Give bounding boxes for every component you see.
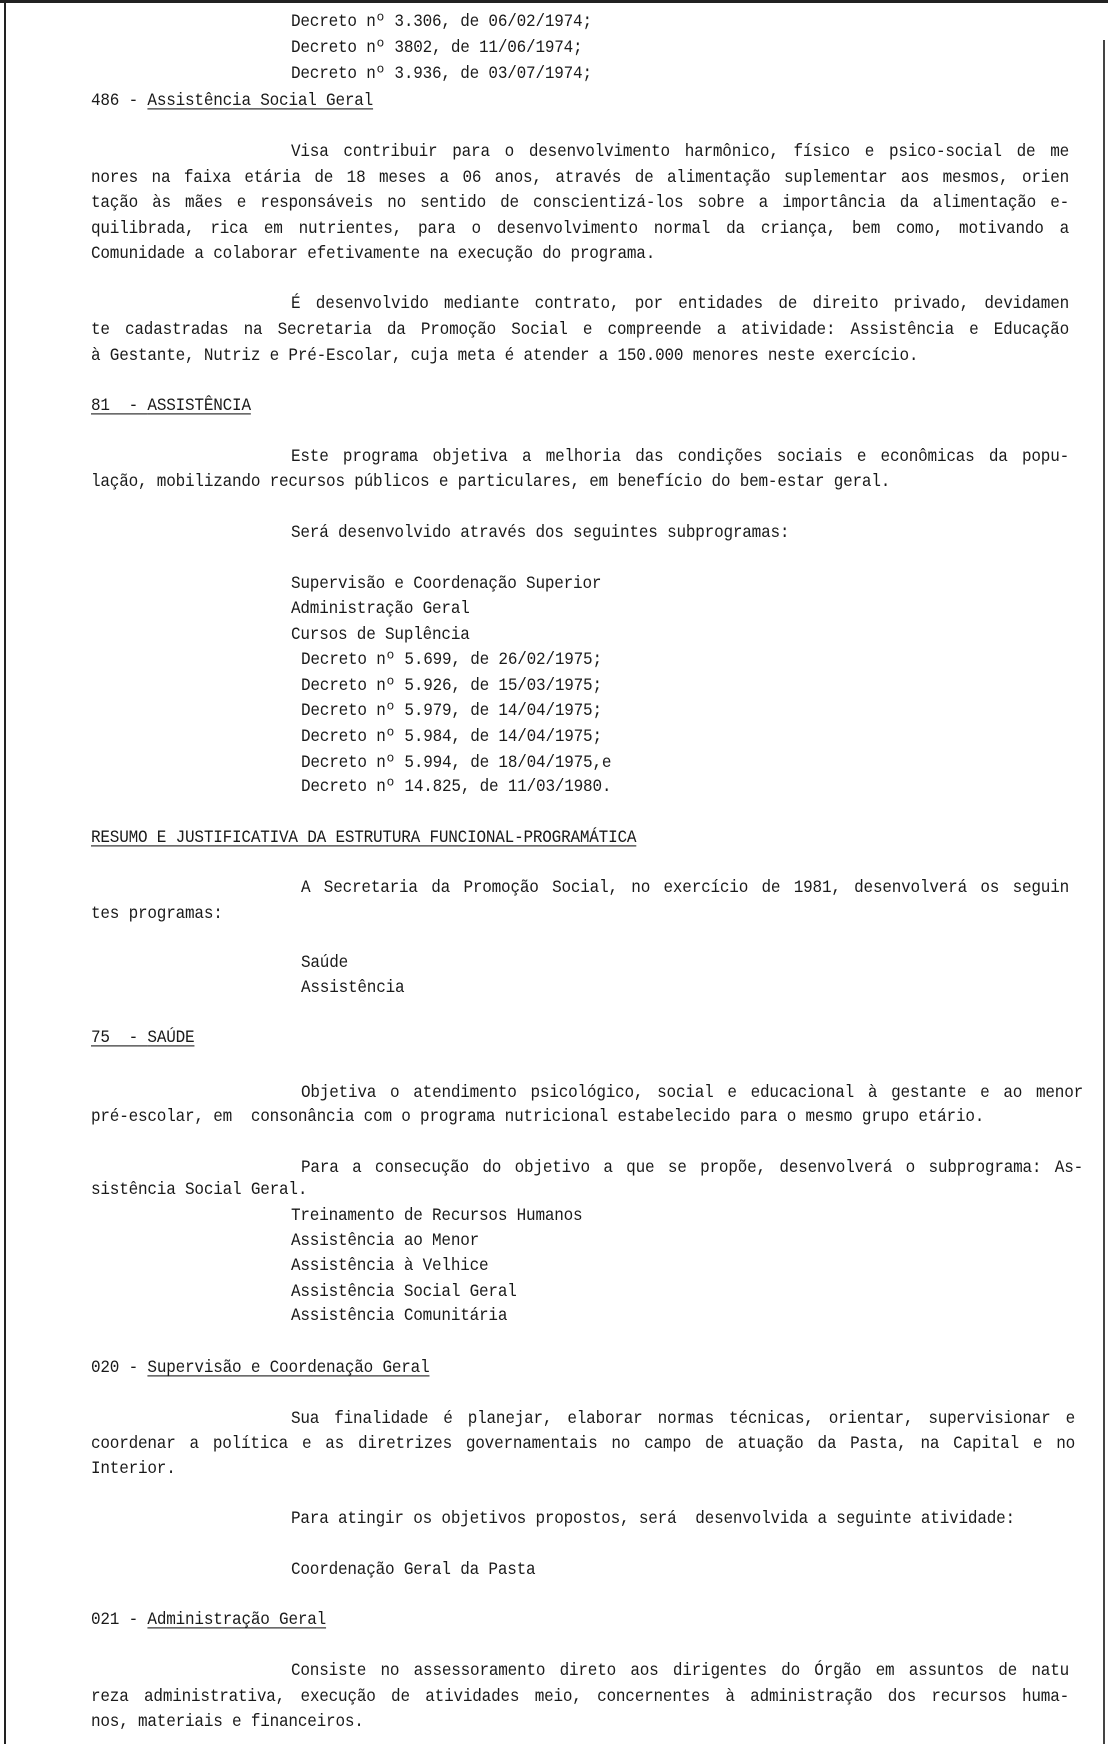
paragraph-line: Visa contribuir para o desenvolvimento harmônico, físico e psico-social de me (291, 142, 1069, 162)
decree-line: Decreto nº 5.994, de 18/04/1975,e (301, 753, 612, 773)
section-heading-020 (91, 1357, 429, 1379)
paragraph-line: pré-escolar, em consonância com o programa nutricional estabelecido para o mesmo grupo etário. (91, 1107, 985, 1127)
paragraph-line: coordenar a política e as diretrizes governamentais no campo de atuação da Pasta, na Capital e no (91, 1434, 1075, 1454)
section-number: 81 - (91, 396, 148, 416)
paragraph-line: Interior. (91, 1459, 176, 1479)
paragraph-line: Para atingir os objetivos propostos, será desenvolvida a seguinte atividade: (291, 1509, 1015, 1529)
paragraph-line: Será desenvolvido através dos seguintes subprogramas: (291, 523, 790, 543)
section-heading-81 (91, 395, 251, 417)
list-item: Assistência Comunitária (291, 1306, 508, 1326)
section-number: 75 - (91, 1028, 148, 1048)
section-title: SAÚDE (147, 1028, 195, 1048)
list-item: Cursos de Suplência (291, 625, 470, 645)
section-number: 020 - (91, 1358, 148, 1378)
paragraph-line: É desenvolvido mediante contrato, por entidades de direito privado, devidamen (291, 294, 1069, 314)
decree-line: Decreto nº 3.306, de 06/02/1974; (291, 12, 592, 32)
paragraph-line: Consiste no assessoramento direto aos dirigentes do Órgão em assuntos de natu (291, 1661, 1069, 1681)
list-item: Assistência à Velhice (291, 1256, 489, 1276)
resumo-heading: RESUMO E JUSTIFICATIVA DA ESTRUTURA FUNCIONAL-PROGRAMÁTICA (91, 828, 637, 848)
decree-line: Decreto nº 3802, de 11/06/1974; (291, 38, 583, 58)
list-item: Assistência Social Geral (291, 1282, 517, 1302)
section-heading-021 (91, 1609, 326, 1631)
section-number: 486 - (91, 91, 148, 111)
paragraph-line: nos, materiais e financeiros. (91, 1712, 364, 1732)
paragraph-line: Este programa objetiva a melhoria das condições sociais e econômicas da popu- (291, 447, 1069, 467)
section-title: Supervisão e Coordenação Geral (147, 1358, 430, 1378)
list-item: Supervisão e Coordenação Superior (291, 574, 602, 594)
paragraph-line: A Secretaria da Promoção Social, no exercício de 1981, desenvolverá os seguin (301, 878, 1069, 898)
page-border-top (0, 0, 1108, 3)
paragraph-line: Sua finalidade é planejar, elaborar normas técnicas, orientar, supervisionar e (291, 1409, 1075, 1429)
paragraph-line: reza administrativa, execução de atividades meio, concernentes à administração dos recursos huma- (91, 1687, 1069, 1707)
list-item: Treinamento de Recursos Humanos (291, 1206, 583, 1226)
paragraph-line: tes programas: (91, 904, 223, 924)
section-title: Assistência Social Geral (147, 91, 374, 111)
paragraph-line: te cadastradas na Secretaria da Promoção Social e compreende a atividade: Assistência e Educação (91, 320, 1069, 340)
paragraph-line: lação, mobilizando recursos públicos e particulares, em benefício do bem-estar geral. (91, 472, 891, 492)
section-title: Administração Geral (147, 1610, 327, 1630)
list-item: Saúde (301, 953, 349, 973)
paragraph-line: quilibrada, rica em nutrientes, para o desenvolvimento normal da criança, bem como, motivando a (91, 219, 1069, 239)
decree-line: Decreto nº 14.825, de 11/03/1980. (301, 777, 612, 797)
paragraph-line: Objetiva o atendimento psicológico, social e educacional à gestante e ao menor (301, 1083, 1083, 1103)
page-border-right (1103, 40, 1105, 1744)
list-item: Coordenação Geral da Pasta (291, 1560, 536, 1580)
section-heading-75 (91, 1027, 194, 1049)
decree-line: Decreto nº 5.926, de 15/03/1975; (301, 676, 602, 696)
paragraph-line: Para a consecução do objetivo a que se propõe, desenvolverá o subprograma: As- (301, 1158, 1083, 1178)
list-item: Assistência (301, 978, 405, 998)
list-item: Assistência ao Menor (291, 1231, 480, 1251)
list-item: Administração Geral (291, 599, 470, 619)
decree-line: Decreto nº 5.699, de 26/02/1975; (301, 650, 602, 670)
paragraph-line: tação às mães e responsáveis no sentido de conscientizá-los sobre a importância da alimentação e- (91, 193, 1069, 213)
paragraph-line: sistência Social Geral. (91, 1180, 308, 1200)
decree-line: Decreto nº 5.979, de 14/04/1975; (301, 701, 602, 721)
section-title: ASSISTÊNCIA (147, 396, 251, 416)
paragraph-line: à Gestante, Nutriz e Pré-Escolar, cuja meta é atender a 150.000 menores neste exercício. (91, 346, 919, 366)
page-border-left (4, 0, 6, 1744)
decree-line: Decreto nº 5.984, de 14/04/1975; (301, 727, 602, 747)
paragraph-line: nores na faixa etária de 18 meses a 06 anos, através de alimentação suplementar aos mesmos, orien (91, 168, 1069, 188)
decree-line: Decreto nº 3.936, de 03/07/1974; (291, 64, 592, 84)
paragraph-line: Comunidade a colaborar efetivamente na execução do programa. (91, 244, 656, 264)
section-number: 021 - (91, 1610, 148, 1630)
section-heading-486 (91, 90, 373, 112)
